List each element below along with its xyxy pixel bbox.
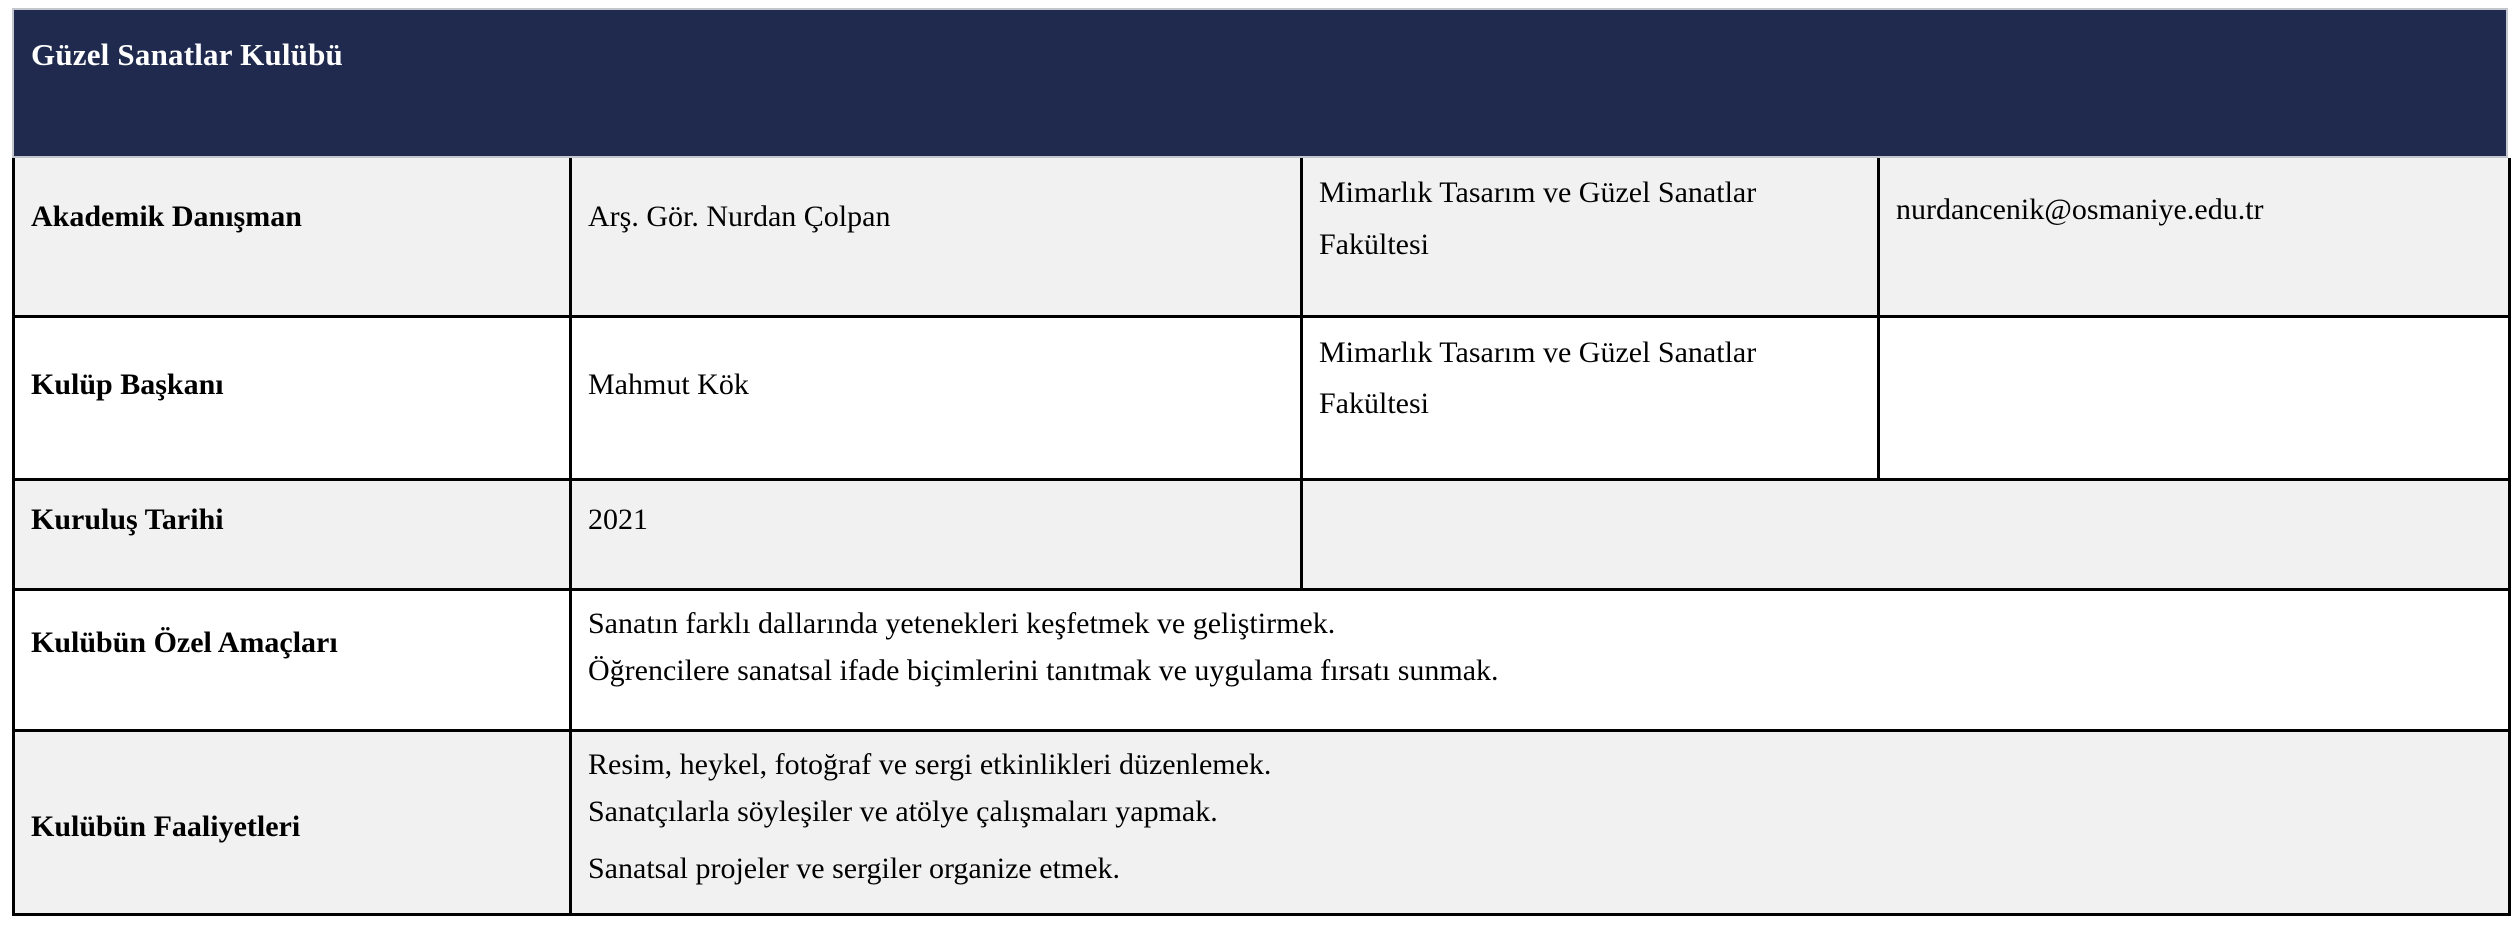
table-row-advisor: [14, 158, 2510, 316]
table-row-activities: [14, 730, 2510, 914]
founded-year: 2021: [571, 479, 1302, 589]
founded-empty-cell: [1302, 479, 2510, 589]
founded-label: Kuruluş Tarihi: [14, 479, 571, 589]
activities-line-3: Sanatsal projeler ve sergiler organize etmek.: [588, 852, 1121, 886]
goals-text-cell: [571, 589, 2510, 730]
activities-line-2: Sanatçılarla söyleşiler ve atölye çalışmaları yapmak.: [588, 794, 1218, 828]
president-person: Mahmut Kök: [571, 316, 1302, 479]
president-email-empty: [1879, 316, 2510, 479]
club-header: [12, 8, 2508, 158]
club-title: Güzel Sanatlar Kulübü: [31, 37, 343, 72]
advisor-faculty: Mimarlık Tasarım ve Güzel Sanatlar Fakültesi: [1302, 158, 1879, 316]
goals-line-1: Sanatın farklı dallarında yetenekleri keşfetmek ve geliştirmek.: [588, 606, 1336, 640]
activities-label: Kulübün Faaliyetleri: [14, 730, 571, 914]
club-info-table: [12, 158, 2511, 916]
activities-line-1: Resim, heykel, fotoğraf ve sergi etkinlikleri düzenlemek.: [588, 747, 1272, 781]
president-faculty: Mimarlık Tasarım ve Güzel Sanatlar Fakültesi: [1302, 316, 1879, 479]
advisor-label: Akademik Danışman: [14, 158, 571, 316]
activities-text-cell: [571, 730, 2510, 914]
goals-label: Kulübün Özel Amaçları: [14, 589, 571, 730]
president-label: Kulüp Başkanı: [14, 316, 571, 479]
club-info-card: [12, 8, 2508, 916]
table-row-founded: [14, 479, 2510, 589]
table-row-goals: [14, 589, 2510, 730]
advisor-person: Arş. Gör. Nurdan Çolpan: [571, 158, 1302, 316]
advisor-email: nurdancenik@osmaniye.edu.tr: [1879, 158, 2510, 316]
table-row-president: [14, 316, 2510, 479]
goals-line-2: Öğrencilere sanatsal ifade biçimlerini tanıtmak ve uygulama fırsatı sunmak.: [588, 653, 1499, 687]
